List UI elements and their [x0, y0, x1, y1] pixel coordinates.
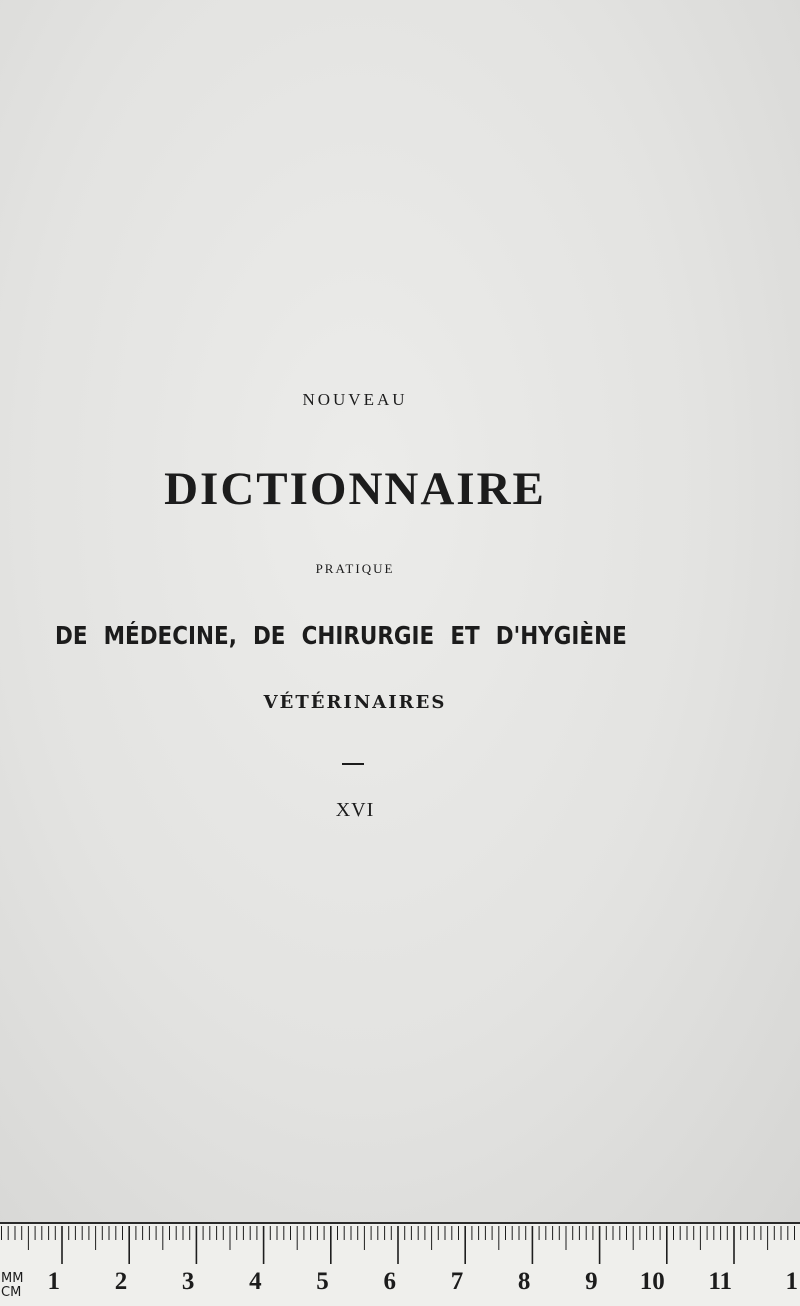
ruler-number: 9: [585, 1268, 598, 1295]
ruler-number: 1: [785, 1268, 798, 1295]
measuring-ruler: [0, 1222, 800, 1306]
ruler-number: 7: [450, 1268, 464, 1295]
ruler-unit-mm: MM: [1, 1271, 24, 1286]
heading-nouveau: NOUVEAU: [302, 390, 408, 409]
volume-number: XVI: [335, 799, 375, 821]
heading-veterinaires: VÉTÉRINAIRES: [263, 692, 447, 713]
ruler-number: 6: [383, 1268, 396, 1295]
heading-pratique: PRATIQUE: [315, 561, 395, 576]
ruler-unit-cm: CM: [1, 1285, 22, 1300]
ruler-number: 11: [708, 1268, 732, 1295]
ruler-number: 4: [249, 1268, 262, 1295]
heading-subjects: DE MÉDECINE, DE CHIRURGIE ET D'HYGIÈNE: [55, 621, 627, 650]
ruler-number: 3: [181, 1268, 195, 1295]
ruler-number: 5: [316, 1268, 329, 1295]
ruler-number: 2: [114, 1268, 128, 1295]
heading-dictionnaire: DICTIONNAIRE: [164, 463, 546, 515]
ruler-number: 8: [517, 1268, 531, 1295]
ruler-number: 1: [47, 1268, 60, 1295]
separator-dash: [342, 763, 364, 765]
ruler-number: 10: [639, 1268, 665, 1295]
